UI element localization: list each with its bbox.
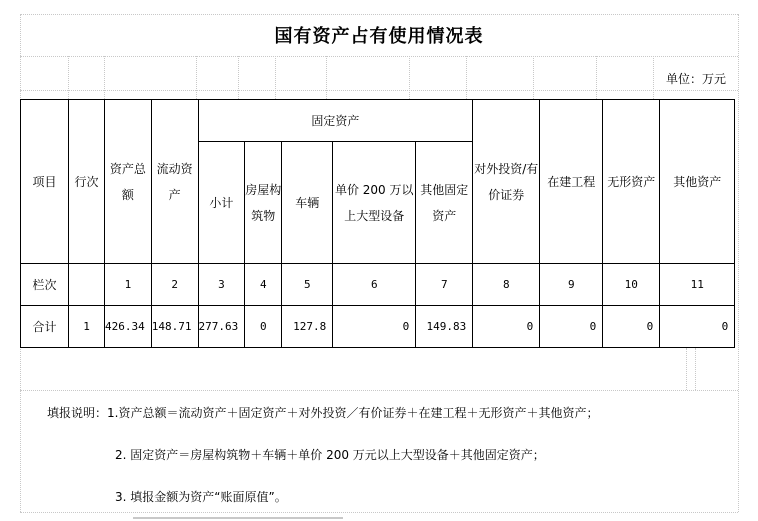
column-number: 7 (416, 264, 473, 306)
grid-line (275, 56, 276, 99)
grid-line (20, 390, 738, 391)
header-subtotal: 小计 (198, 142, 245, 264)
grid-line (596, 56, 597, 99)
note-line-2: 2. 固定资产＝房屋构筑物＋车辆＋单价 200 万元以上大型设备＋其他固定资产； (115, 448, 545, 462)
grid-line (695, 348, 696, 390)
column-number: 5 (282, 264, 333, 306)
header-row-no: 行次 (69, 100, 105, 264)
header-total-assets: 资产总额 (105, 100, 152, 264)
grid-line (686, 348, 687, 390)
header-current-assets: 流动资产 (151, 100, 198, 264)
grid-line (238, 56, 239, 99)
header-construction: 在建工程 (540, 100, 603, 264)
note-line-3: 3. 填报金额为资产“账面原值”。 (115, 490, 287, 504)
header-investments: 对外投资/有价证券 (473, 100, 540, 264)
grid-line (653, 56, 654, 99)
scroll-indicator (133, 517, 343, 519)
grid-line (104, 56, 105, 99)
total-value: 0 (540, 306, 603, 348)
column-number: 3 (198, 264, 245, 306)
column-row-label: 栏次 (21, 264, 69, 306)
grid-line (466, 56, 467, 99)
column-number: 9 (540, 264, 603, 306)
grid-line (20, 512, 738, 513)
column-number: 6 (333, 264, 416, 306)
grid-line (68, 56, 69, 99)
grid-line (409, 56, 410, 99)
total-value: 0 (473, 306, 540, 348)
total-row-no: 1 (69, 306, 105, 348)
header-fixed-assets: 固定资产 (198, 100, 473, 142)
grid-line (738, 14, 739, 512)
grid-line (196, 56, 197, 99)
header-other-assets: 其他资产 (660, 100, 735, 264)
header-buildings: 房屋构筑物 (245, 142, 282, 264)
total-value: 0 (245, 306, 282, 348)
grid-line (533, 56, 534, 99)
total-value: 127.8 (282, 306, 333, 348)
header-intangible: 无形资产 (603, 100, 660, 264)
asset-table (20, 99, 735, 348)
header-other-fixed: 其他固定资产 (416, 142, 473, 264)
header-vehicles: 车辆 (282, 142, 333, 264)
total-value: 426.34 (105, 306, 152, 348)
column-number: 2 (151, 264, 198, 306)
note-line-1: 填报说明：1.资产总额＝流动资产＋固定资产＋对外投资／有价证券＋在建工程＋无形资产＋其他资产； (47, 406, 599, 420)
total-value: 0 (603, 306, 660, 348)
total-value: 149.83 (416, 306, 473, 348)
column-row-empty (69, 264, 105, 306)
column-number: 1 (105, 264, 152, 306)
total-row-label: 合计 (21, 306, 69, 348)
grid-line (326, 56, 327, 99)
grid-line (20, 90, 738, 91)
column-number: 4 (245, 264, 282, 306)
total-value: 277.63 (198, 306, 245, 348)
grid-line (20, 56, 738, 57)
header-item: 项目 (21, 100, 69, 264)
page-title: 国有资产占有使用情况表 (274, 26, 484, 47)
notes (47, 403, 598, 507)
unit-label: 单位：万元 (665, 72, 726, 86)
column-number: 8 (473, 264, 540, 306)
column-number: 10 (603, 264, 660, 306)
column-number: 11 (660, 264, 735, 306)
total-value: 0 (660, 306, 735, 348)
total-value: 148.71 (151, 306, 198, 348)
total-value: 0 (333, 306, 416, 348)
header-large-equipment: 单价 200 万以上大型设备 (333, 142, 416, 264)
